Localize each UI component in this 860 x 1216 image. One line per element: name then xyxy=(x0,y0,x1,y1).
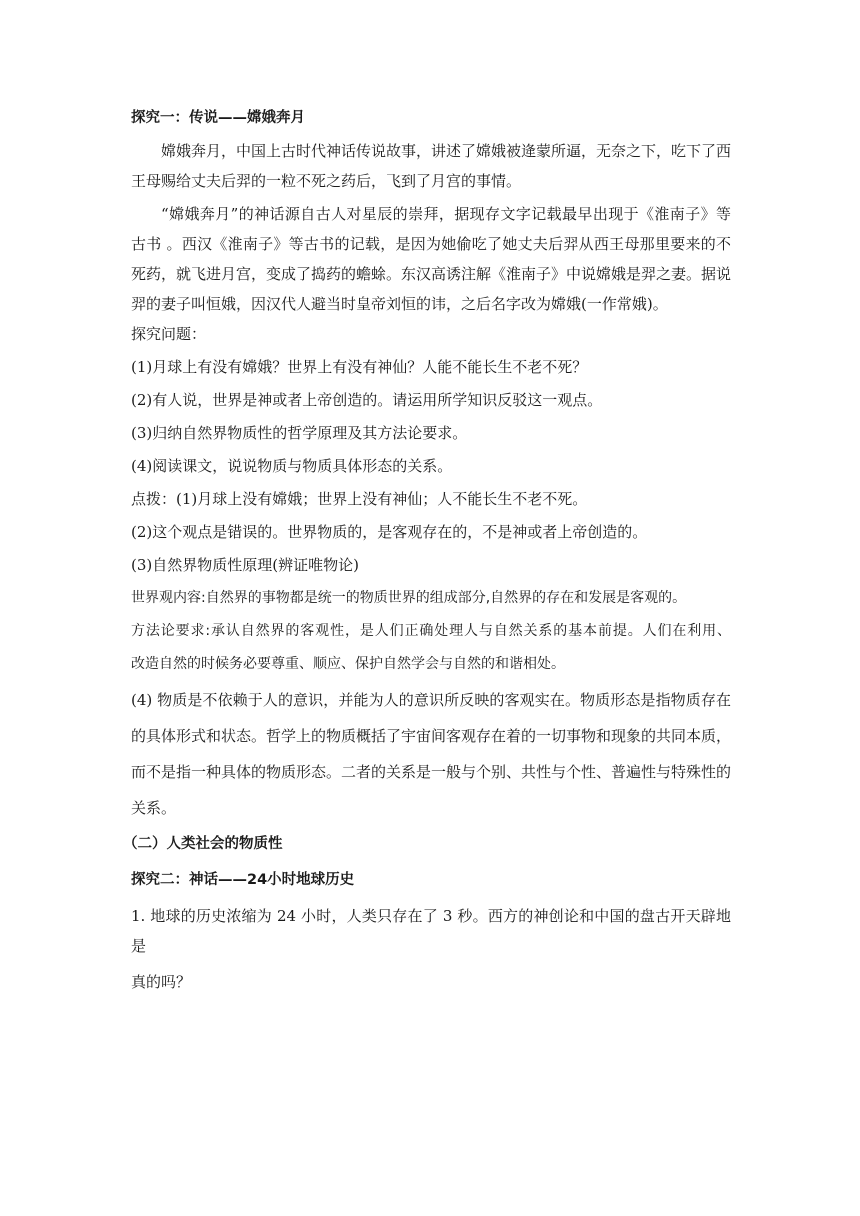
section1-heading: 探究一：传说——嫦娥奔月 xyxy=(131,110,305,126)
document-page xyxy=(123,103,732,997)
hint4-paragraph xyxy=(131,685,731,823)
origin-paragraph xyxy=(131,199,731,319)
intro-line: 嫦娥奔月，中国上古时代神话传说故事，讲述了嫦娥被逄蒙所逼，无奈之下，吃下了西 xyxy=(161,142,732,160)
hint4-line: 的具体形式和状态。哲学上的物质概括了宇宙间客观存在着的一切事物和现象的共同本质， xyxy=(131,727,732,745)
question-item: (1)月球上有没有嫦娥？世界上有没有神仙？人能不能长生不老不死？ xyxy=(131,358,588,376)
origin-line: “嫦娥奔月”的神话源自古人对星辰的崇拜，据现存文字记载最早出现于《淮南子》等 xyxy=(161,205,731,223)
question1-line: 真的吗？ xyxy=(131,973,192,991)
methodology-line: 方法论要求:承认自然界的客观性，是人们正确处理人与自然关系的基本前提。人们在利用、 xyxy=(131,623,731,639)
origin-line: 死药，就飞进月宫，变成了捣药的蟾蜍。东汉高诱注解《淮南子》中说嫦娥是羿之妻。据说 xyxy=(131,265,732,283)
question-item: (2)有人说，世界是神或者上帝创造的。请运用所学知识反驳这一观点。 xyxy=(131,391,603,409)
questions-list xyxy=(131,352,731,481)
worldview-text: 世界观内容:自然界的事物都是统一的物质世界的组成部分,自然界的存在和发展是客观的。 xyxy=(131,590,687,606)
origin-line: 古书 。西汉《淮南子》等古书的记载，是因为她偷吃了她丈夫后羿从西王母那里要来的不 xyxy=(131,235,731,253)
section2-heading: 探究二：神话——24小时地球历史 xyxy=(131,872,355,888)
questions-label: 探究问题： xyxy=(131,325,207,343)
origin-line: 羿的妻子叫恒娥，因汉代人避当时皇帝刘恒的讳，之后名字改为嫦娥(一作常娥)。 xyxy=(131,295,668,313)
methodology-line: 改造自然的时候务必要尊重、顺应、保护自然学会与自然的和谐相处。 xyxy=(131,656,565,672)
intro-paragraph xyxy=(131,136,731,196)
hint4-line: 关系。 xyxy=(131,799,177,817)
intro-line: 王母赐给丈夫后羿的一粒不死之药后，飞到了月宫的事情。 xyxy=(131,172,522,190)
hint4-line: (4) 物质是不依赖于人的意识，并能为人的意识所反映的客观实在。物质形态是指物质存在 xyxy=(131,691,731,709)
section2-subtitle: （二）人类社会的物质性 xyxy=(123,836,283,852)
question-item: (4)阅读课文，说说物质与物质具体形态的关系。 xyxy=(131,457,453,475)
methodology-paragraph xyxy=(131,616,731,679)
hint-item: (3)自然界物质性原理(辨证唯物论) xyxy=(131,556,359,574)
hint-item: 点拨：(1)月球上没有嫦娥；世界上没有神仙；人不能长生不老不死。 xyxy=(131,490,588,508)
hints-list xyxy=(131,484,731,580)
section2-question1 xyxy=(131,901,731,997)
question1-line: 1. 地球的历史浓缩为 24 小时，人类只存在了 3 秒。西方的神创论和中国的盘古开天辟地是 xyxy=(131,907,731,955)
hint4-line: 而不是指一种具体的物质形态。二者的关系是一般与个别、共性与个性、普遍性与特殊性的 xyxy=(131,763,732,781)
hint-item: (2)这个观点是错误的。世界物质的，是客观存在的，不是神或者上帝创造的。 xyxy=(131,523,648,541)
question-item: (3)归纳自然界物质性的哲学原理及其方法论要求。 xyxy=(131,424,468,442)
